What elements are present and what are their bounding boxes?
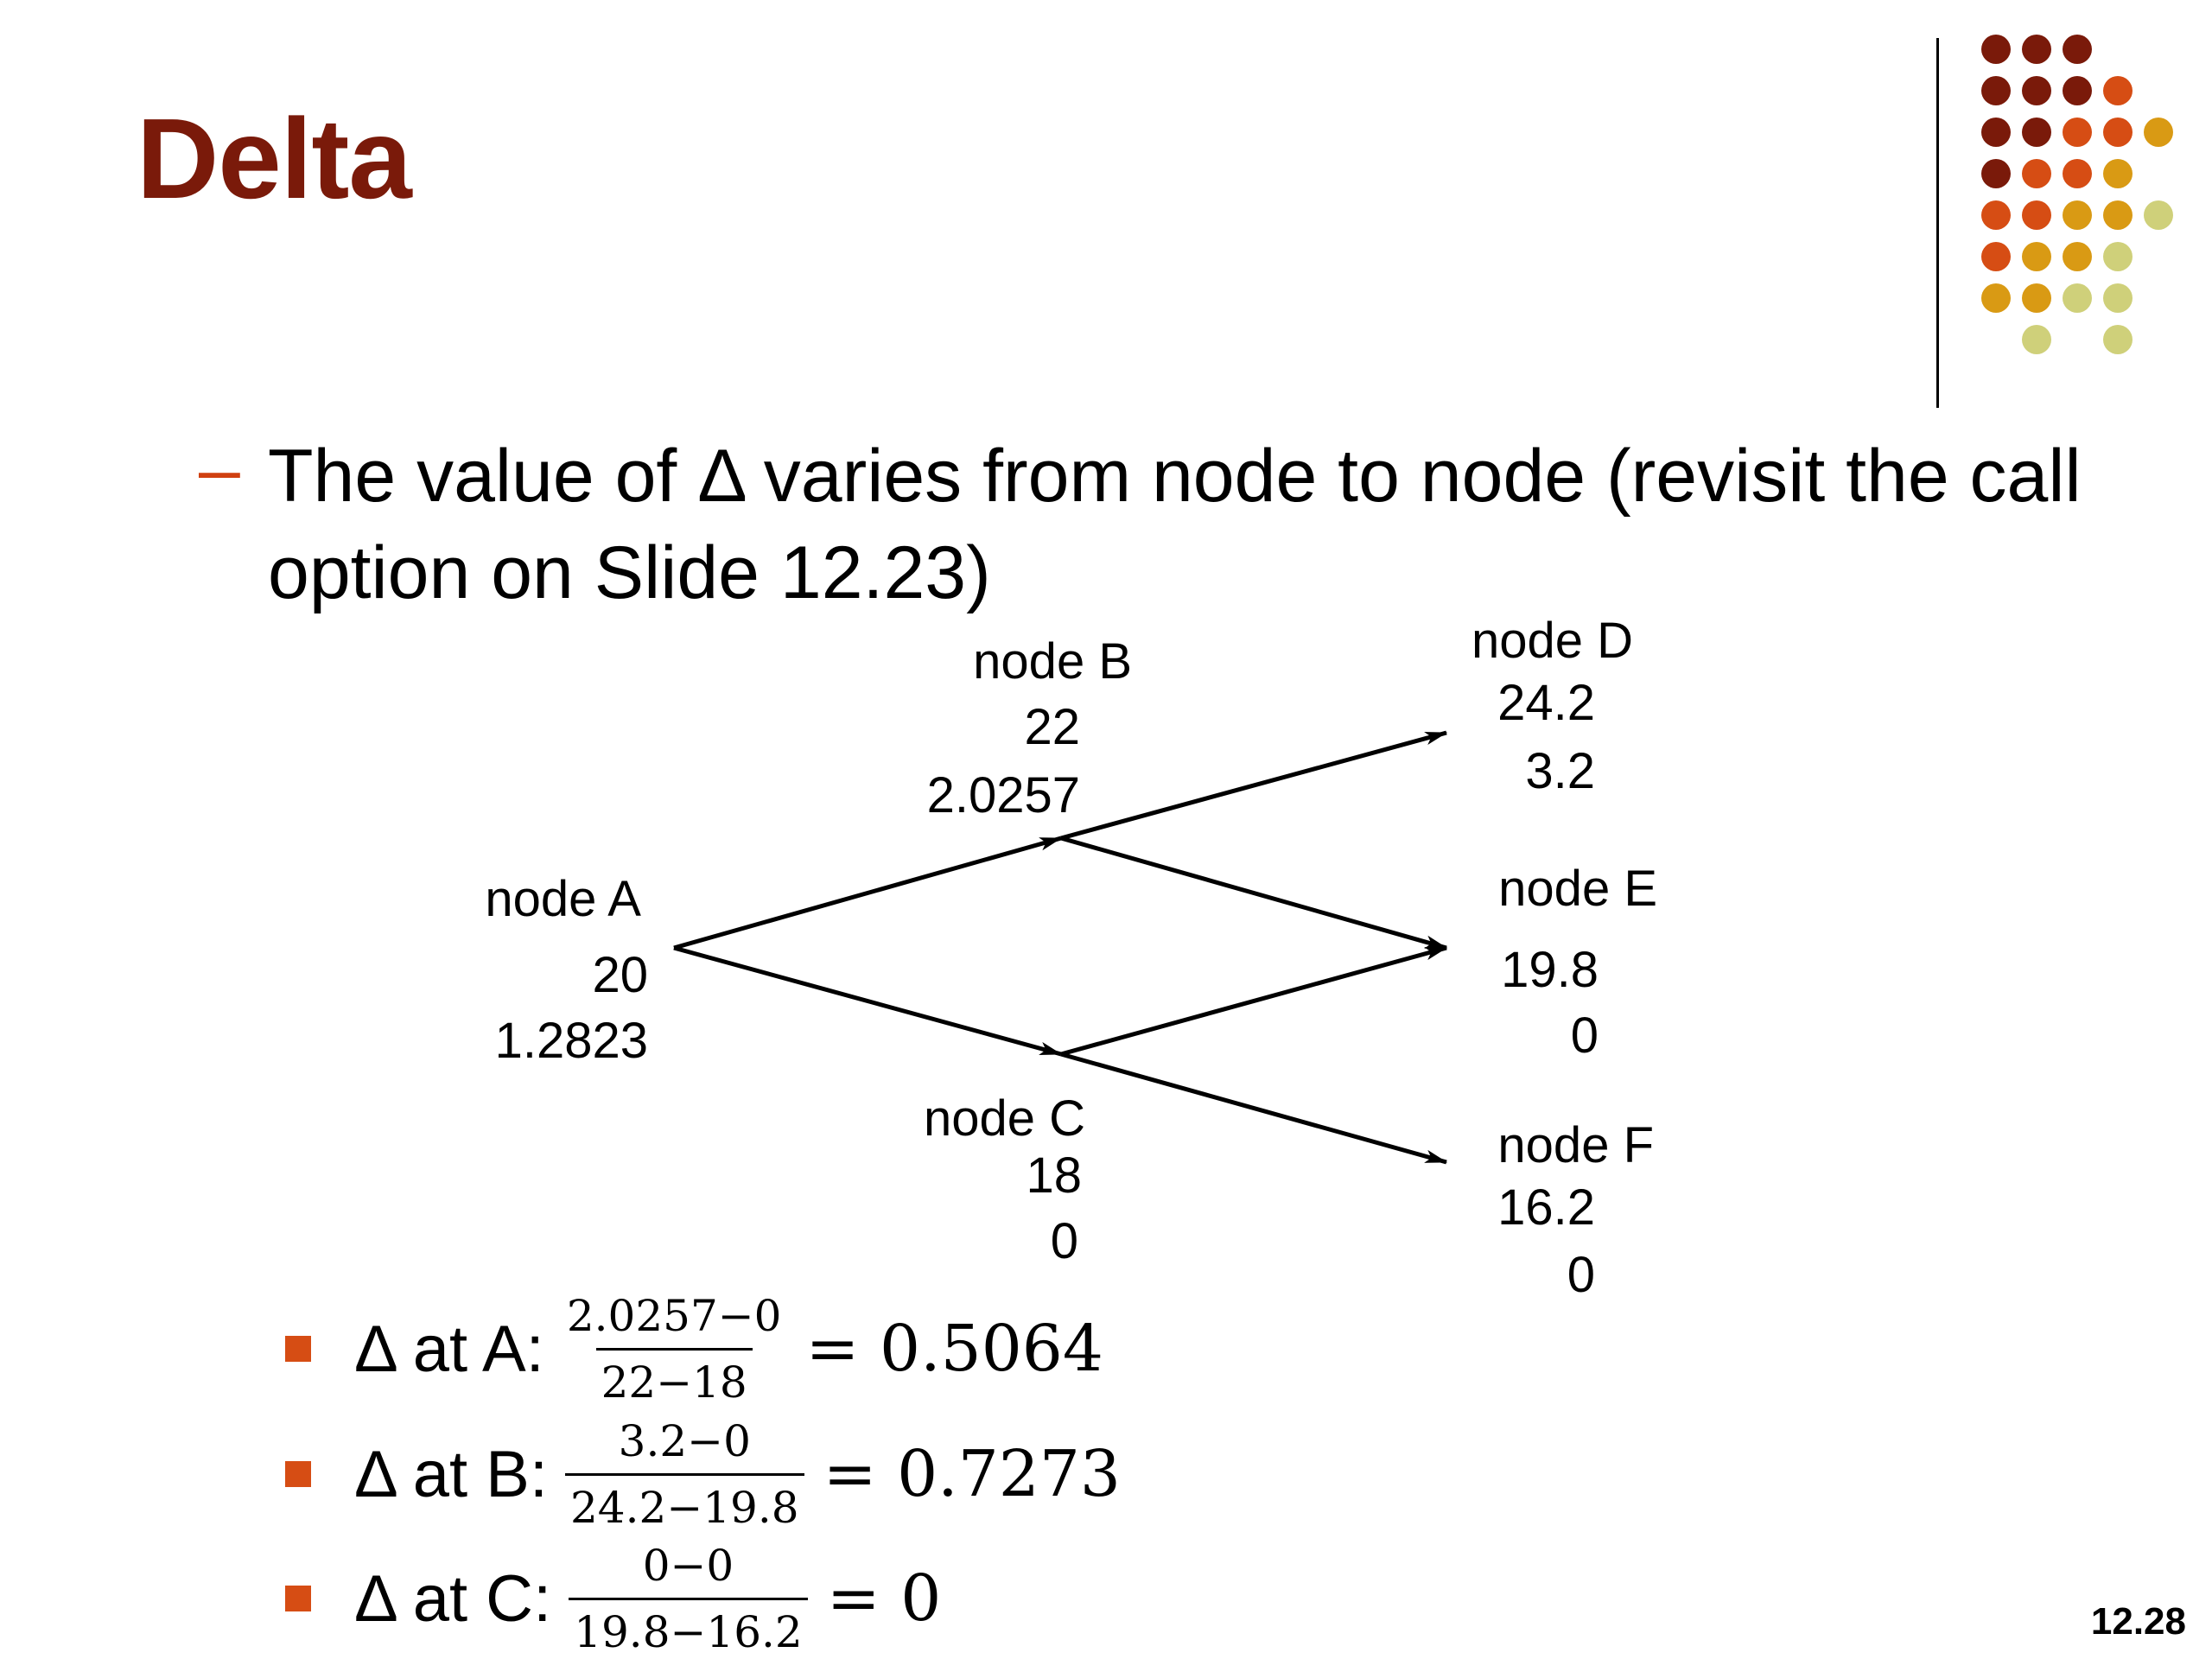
bullet-square: [285, 1586, 311, 1611]
node-e-name: node E: [1498, 861, 1657, 917]
node-c-price: 18: [1026, 1147, 1082, 1204]
slide-title: Delta: [137, 95, 411, 222]
node-b-name: node B: [973, 633, 1132, 690]
delta-label: Δ at C:: [354, 1561, 552, 1636]
delta-result: = 0: [826, 1561, 942, 1636]
fraction-numerator: 0−0: [642, 1540, 734, 1591]
node-e-price: 19.8: [1501, 942, 1599, 998]
delta-result: = 0.5064: [805, 1312, 1103, 1386]
delta-result: = 0.7273: [823, 1437, 1122, 1511]
delta-item-a: [285, 1288, 1103, 1409]
delta-item-c: [285, 1538, 941, 1659]
node-f-price: 16.2: [1497, 1179, 1595, 1236]
node-a-price: 20: [592, 947, 648, 1003]
fraction-numerator: 2.0257−0: [566, 1290, 782, 1341]
node-a-name: node A: [485, 871, 641, 927]
edge-a-b: [674, 838, 1061, 948]
slide-number: 12.28: [2090, 1600, 2186, 1643]
delta-label: Δ at B:: [354, 1437, 548, 1511]
bullet-square: [285, 1461, 311, 1487]
node-e-value: 0: [1570, 1007, 1599, 1064]
delta-fraction: [569, 1541, 808, 1657]
fraction-numerator: 3.2−0: [618, 1415, 751, 1466]
edge-c-e: [1061, 948, 1446, 1054]
node-b-value: 2.0257: [926, 767, 1080, 823]
edge-b-e: [1061, 838, 1446, 948]
edge-c-f: [1061, 1054, 1446, 1162]
edge-b-d: [1061, 733, 1446, 838]
delta-item-b: [285, 1414, 1121, 1535]
delta-label: Δ at A:: [354, 1312, 544, 1386]
node-d-value: 3.2: [1525, 743, 1595, 799]
node-d-price: 24.2: [1497, 675, 1595, 731]
node-c-value: 0: [1050, 1213, 1078, 1269]
fraction-denominator: 22−18: [596, 1348, 753, 1408]
node-f-value: 0: [1567, 1247, 1595, 1303]
bullet-dash: –: [199, 428, 240, 511]
delta-fraction: [562, 1291, 787, 1408]
node-d-name: node D: [1471, 613, 1633, 669]
fraction-denominator: 24.2−19.8: [565, 1473, 804, 1533]
delta-fraction: [565, 1416, 804, 1533]
edge-a-c: [674, 948, 1061, 1054]
node-c-name: node C: [923, 1090, 1085, 1147]
node-b-price: 22: [1024, 699, 1080, 755]
node-a-value: 1.2823: [494, 1013, 648, 1069]
node-f-name: node F: [1497, 1117, 1654, 1173]
bullet-square: [285, 1336, 311, 1362]
main-bullet-text: The value of Δ varies from node to node (revisit the call option on Slide 12.23): [268, 435, 2082, 614]
fraction-denominator: 19.8−16.2: [569, 1598, 808, 1657]
